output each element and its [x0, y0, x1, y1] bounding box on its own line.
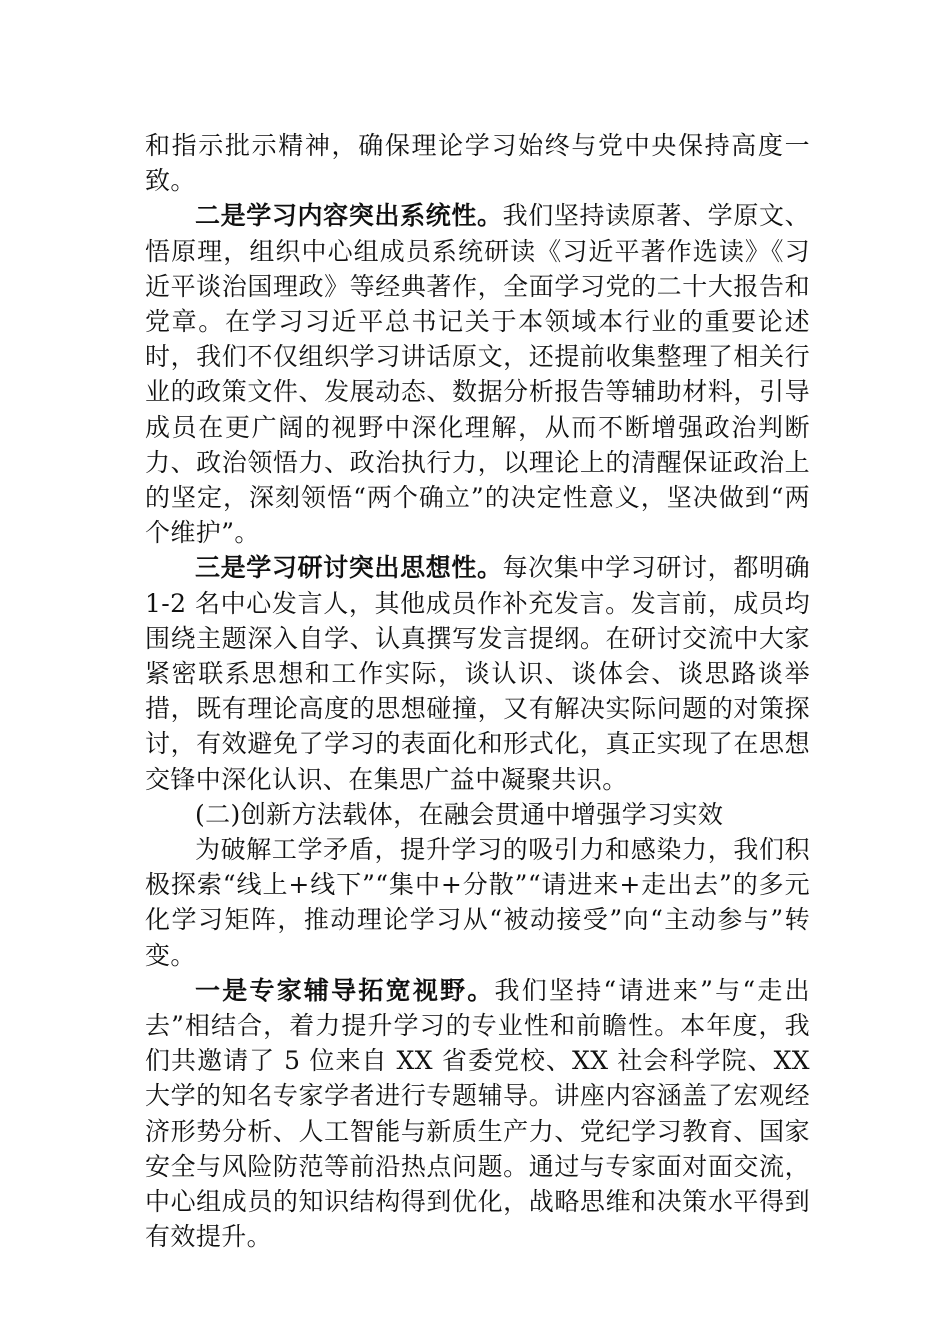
paragraph-text: 我们坚持“请进来”与“走出去”相结合，着力提升学习的专业性和前瞻性。本年度，我们共邀请了 5 位来自 XX 省委党校、XX 社会科学院、XX 大学的知名专家学者进行专题辅导。讲座内容涵盖了宏观经济形势分析、人工智能与新质生产力、党纪学习教育、国家安全与风险防范等前沿热点问题。通过与专家面对面交流，中心组成员的知识结构得到优化，战略思维和决策水平得到有效提升。 — [145, 975, 810, 1252]
section-heading: (二)创新方法载体，在融会贯通中增强学习实效 — [195, 799, 724, 829]
paragraph-lead: 一是专家辅导拓宽视野。 — [195, 975, 495, 1005]
paragraph-lead: 二是学习内容突出系统性。 — [195, 201, 503, 231]
paragraph-discussion-ideological — [145, 550, 810, 796]
paragraph-content-systematic — [145, 198, 810, 550]
document-body — [145, 128, 810, 1255]
paragraph-expert-guidance — [145, 973, 810, 1255]
paragraph-text: 我们坚持读原著、学原文、悟原理，组织中心组成员系统研读《习近平著作选读》《习近平谈治国理政》等经典著作，全面学习党的二十大报告和党章。在学习习近平总书记关于本领域本行业的重要论述时，我们不仅组织学习讲话原文，还提前收集整理了相关行业的政策文件、发展动态、数据分析报告等辅助材料，引导成员在更广阔的视野中深化理解，从而不断增强政治判断力、政治领悟力、政治执行力，以理论上的清醒保证政治上的坚定，深刻领悟“两个确立”的决定性意义，坚决做到“两个维护”。 — [145, 201, 810, 548]
paragraph-lead: 三是学习研讨突出思想性。 — [195, 553, 503, 583]
paragraph-continuation — [145, 128, 810, 198]
paragraph-intro: 为破解工学矛盾，提升学习的吸引力和感染力，我们积极探索“线上+线下”“集中+分散”“请进来+走出去”的多元化学习矩阵，推动理论学习从“被动接受”向“主动参与”转变。 — [145, 835, 810, 970]
paragraph-text: 每次集中学习研讨，都明确 1-2 名中心发言人，其他成员作补充发言。发言前，成员均围绕主题深入自学、认真撰写发言提纲。在研讨交流中大家紧密联系思想和工作实际，谈认识、谈体会、谈思路谈举措，既有理论高度的思想碰撞，又有解决实际问题的对策探讨，有效避免了学习的表面化和形式化，真正实现了在思想交锋中深化认识、在集思广益中凝聚共识。 — [145, 553, 810, 794]
paragraph-text: 和指示批示精神，确保理论学习始终与党中央保持高度一致。 — [145, 131, 810, 196]
